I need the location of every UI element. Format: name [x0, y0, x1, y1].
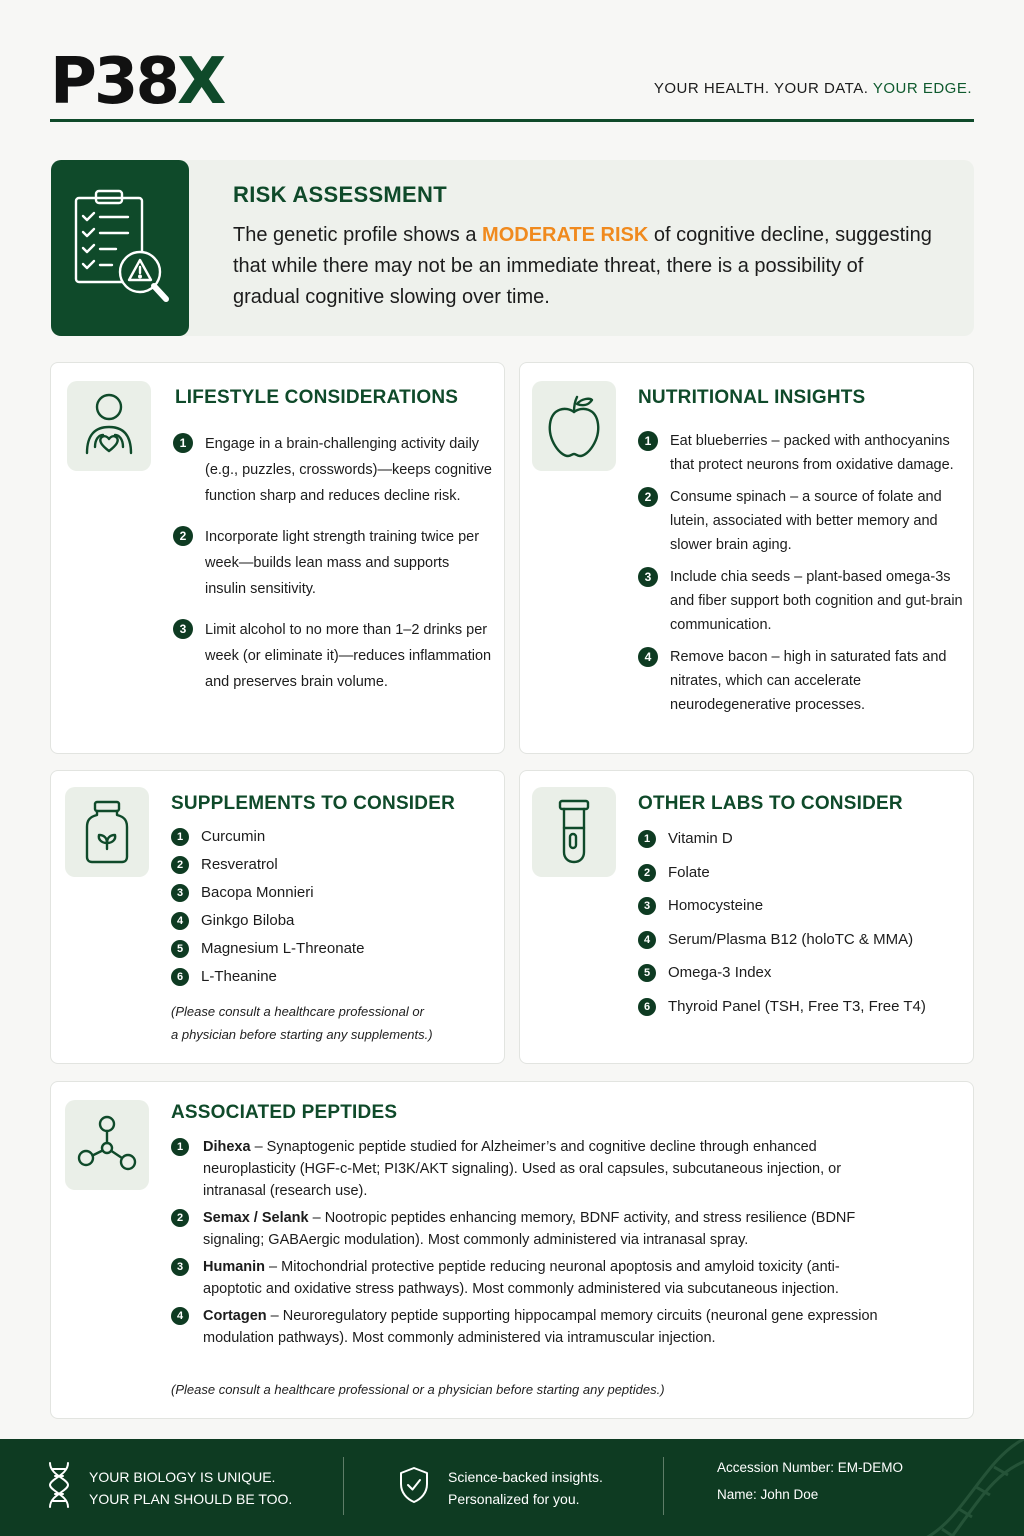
list-item: 2 Incorporate light strength training twice per week—builds lean mass and supports insulin sensitivity.: [173, 524, 493, 602]
footer-patient-info: [717, 1439, 903, 1536]
labs-card: [519, 770, 974, 1064]
footer-science: Science-backed insights. Personalized for you.: [398, 1439, 603, 1536]
list-item: 1 Vitamin D: [638, 829, 926, 849]
list-item: 4 Cortagen – Neuroregulatory peptide supporting hippocampal memory circuits (neuronal gene expression modulation pathways). Most commonly administered via intramuscular injection.: [171, 1305, 891, 1349]
brand-logo: P38X: [50, 45, 224, 119]
risk-title: RISK ASSESSMENT: [233, 182, 447, 207]
supplements-disclaimer: (Please consult a healthcare professional or a physician before starting any supplements.): [171, 1004, 433, 1042]
footer-unique: YOUR BIOLOGY IS UNIQUE. YOUR PLAN SHOULD BE TOO.: [46, 1439, 292, 1536]
lifestyle-title: LIFESTYLE CONSIDERATIONS: [175, 387, 459, 408]
dna-icon: [46, 1461, 72, 1514]
page-header: [50, 45, 974, 122]
list-item: 2 Semax / Selank – Nootropic peptides enhancing memory, BDNF activity, and stress resilience (BDNF signaling; GABAergic modulation). Most commonly administered via intranasal spray.: [171, 1207, 891, 1251]
list-item: 3 Bacopa Monnieri: [171, 883, 364, 903]
footer-divider: [663, 1457, 664, 1515]
person-heart-icon: [67, 381, 151, 471]
supplements-card: [50, 770, 505, 1064]
list-item: 1 Eat blueberries – packed with anthocyanins that protect neurons from oxidative damage.: [638, 429, 963, 477]
list-item: 1 Engage in a brain-challenging activity daily (e.g., puzzles, crosswords)—keeps cognitive function sharp and reduces decline risk.: [173, 431, 493, 509]
peptides-card: [50, 1081, 974, 1419]
labs-title: OTHER LABS TO CONSIDER: [638, 793, 903, 814]
nutrition-card: [519, 362, 974, 754]
list-item: 1 Curcumin: [171, 827, 364, 847]
supplements-list: [171, 827, 364, 995]
labs-list: [638, 829, 926, 1030]
list-item: 6 L-Theanine: [171, 967, 364, 987]
list-item: 2 Folate: [638, 863, 926, 883]
peptides-list: [171, 1136, 891, 1354]
peptides-disclaimer: (Please consult a healthcare professional or a physician before starting any peptides.): [171, 1382, 665, 1397]
list-item: 4 Ginkgo Biloba: [171, 911, 364, 931]
lifestyle-list: [173, 431, 493, 710]
list-item: 3 Humanin – Mitochondrial protective peptide reducing neuronal apoptosis and amyloid toxicity (anti-apoptotic and oxidative stress pathways). Most commonly administered via subcutaneous injection.: [171, 1256, 891, 1300]
tagline: YOUR HEALTH. YOUR DATA. YOUR EDGE.: [653, 80, 972, 97]
list-item: 1 Dihexa – Synaptogenic peptide studied for Alzheimer’s and cognitive decline through enhanced neuroplasticity (HGF-c-Met; PI3K/AKT signaling). Used as oral capsules, subcutaneous injection, or intranasal (research use).: [171, 1136, 891, 1202]
footer-divider: [343, 1457, 344, 1515]
patient-name: Name: John Doe: [717, 1486, 819, 1502]
molecule-icon: [65, 1100, 149, 1190]
list-item: 4 Remove bacon – high in saturated fats and nitrates, which can accelerate neurodegenerative processes.: [638, 645, 963, 717]
list-item: 6 Thyroid Panel (TSH, Free T3, Free T4): [638, 997, 926, 1017]
nutrition-list: [638, 429, 963, 725]
supplement-jar-icon: [65, 787, 149, 877]
list-item: 3 Homocysteine: [638, 896, 926, 916]
risk-description: The genetic profile shows a MODERATE RISK of cognitive decline, suggesting that while there may not be an immediate threat, there is a possibility of gradual cognitive slowing over time.: [233, 224, 932, 308]
supplements-title: SUPPLEMENTS TO CONSIDER: [171, 793, 456, 814]
list-item: 3 Limit alcohol to no more than 1–2 drinks per week (or eliminate it)—reduces inflammation and preserves brain volume.: [173, 617, 493, 695]
nutrition-title: NUTRITIONAL INSIGHTS: [638, 387, 866, 408]
list-item: 2 Resveratrol: [171, 855, 364, 875]
test-tube-icon: [532, 787, 616, 877]
clipboard-warning-icon: [51, 160, 189, 336]
page-footer: [0, 1439, 1024, 1536]
dna-watermark-icon: [914, 1439, 1024, 1536]
accession-number: Accession Number: EM-DEMO: [717, 1459, 904, 1475]
peptides-title: ASSOCIATED PEPTIDES: [171, 1102, 398, 1123]
list-item: 5 Magnesium L-Threonate: [171, 939, 364, 959]
list-item: 4 Serum/Plasma B12 (holoTC & MMA): [638, 930, 926, 950]
list-item: 5 Omega-3 Index: [638, 963, 926, 983]
shield-check-icon: [398, 1466, 430, 1509]
risk-assessment-panel: [51, 160, 974, 336]
risk-level: MODERATE RISK: [482, 224, 649, 246]
lifestyle-card: [50, 362, 505, 754]
apple-icon: [532, 381, 616, 471]
list-item: 3 Include chia seeds – plant-based omega-3s and fiber support both cognition and gut-brain communication.: [638, 565, 963, 637]
list-item: 2 Consume spinach – a source of folate and lutein, associated with better memory and slower brain aging.: [638, 485, 963, 557]
